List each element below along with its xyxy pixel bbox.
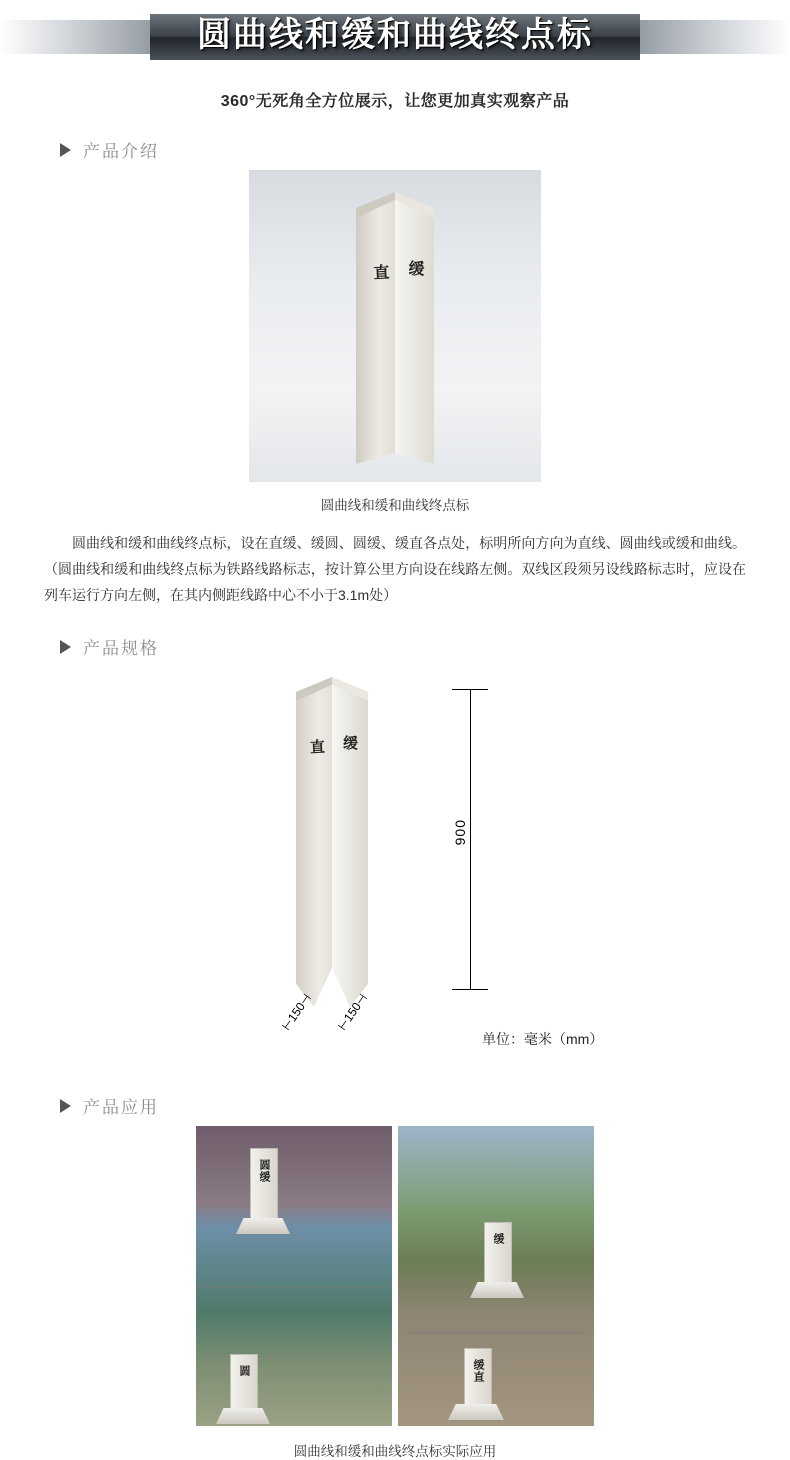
section-heading-intro [60,137,790,162]
spec-marker-character-left: 直 [307,738,326,755]
application-post-label-upper: 圆缓 [258,1159,270,1183]
application-post-label-lower: 圆 [238,1365,250,1377]
dimension-tick-bottom [452,989,488,990]
section-heading-label: 产品规格 [83,639,159,658]
product-photo-caption: 圆曲线和缓和曲线终点标 [320,498,470,513]
dimension-line-vertical [470,689,471,989]
triangle-bullet-icon [60,1099,71,1113]
marker-face-left [356,192,395,464]
marker-character-left: 直 [370,263,389,283]
spec-marker-character-right: 缓 [340,734,359,751]
application-base-upper [236,1218,290,1234]
application-post-label-upper: 缓 [492,1233,504,1245]
marker-face-right [395,192,434,464]
spec-drawing [0,667,790,1067]
section-heading-label: 产品应用 [83,1098,159,1117]
spec-marker-face-right [332,677,368,1007]
application-post-lower [464,1348,492,1406]
application-base-lower [448,1404,504,1420]
product-photo [249,170,541,482]
product-description: 圆曲线和缓和曲线终点标，设在直缓、缓圆、圆缓、缓直各点处，标明所向方向为直线、圆曲线或缓和曲线。（圆曲线和缓和曲线终点标为铁路线路标志，按计算公里方向设在线路左侧。双线区段须另设线路标志时，应设在列车运行方向左侧，在其内侧距线路中心不小于3.1m处） [44,535,746,603]
marker-illustration [356,192,434,464]
dimension-label-height: 900 [452,819,468,846]
triangle-bullet-icon [60,143,71,157]
dimension-label-width-left: ⊢150⊣ [278,991,314,1033]
unit-note: 单位：毫米（mm） [482,1031,604,1047]
application-base-lower [216,1408,270,1424]
application-caption: 圆曲线和缓和曲线终点标实际应用 [293,1444,497,1459]
application-photo-group [0,1126,790,1426]
application-photo-right [398,1126,594,1426]
rail-line [196,1286,392,1288]
application-post-upper [250,1148,278,1220]
page-subtitle: 360°无死角全方位展示，让您更加真实观察产品 [220,93,570,110]
dimension-label-width-right: ⊢150⊣ [334,991,370,1033]
spec-marker-face-left [296,677,332,1007]
section-heading-spec [60,634,790,659]
application-post-lower [230,1354,258,1410]
application-post-upper [484,1222,512,1284]
spec-marker-illustration [296,677,368,1007]
application-base-upper [470,1282,524,1298]
application-photo-left [196,1126,392,1426]
application-post-label-lower: 缓直 [472,1359,484,1383]
triangle-bullet-icon [60,640,71,654]
page-title: 圆曲线和缓和曲线终点标 [197,16,593,54]
marker-character-right: 缓 [405,259,424,279]
rail-line [408,1331,584,1334]
page-banner [0,0,790,72]
section-heading-application [60,1093,790,1118]
section-heading-label: 产品介绍 [83,142,159,161]
